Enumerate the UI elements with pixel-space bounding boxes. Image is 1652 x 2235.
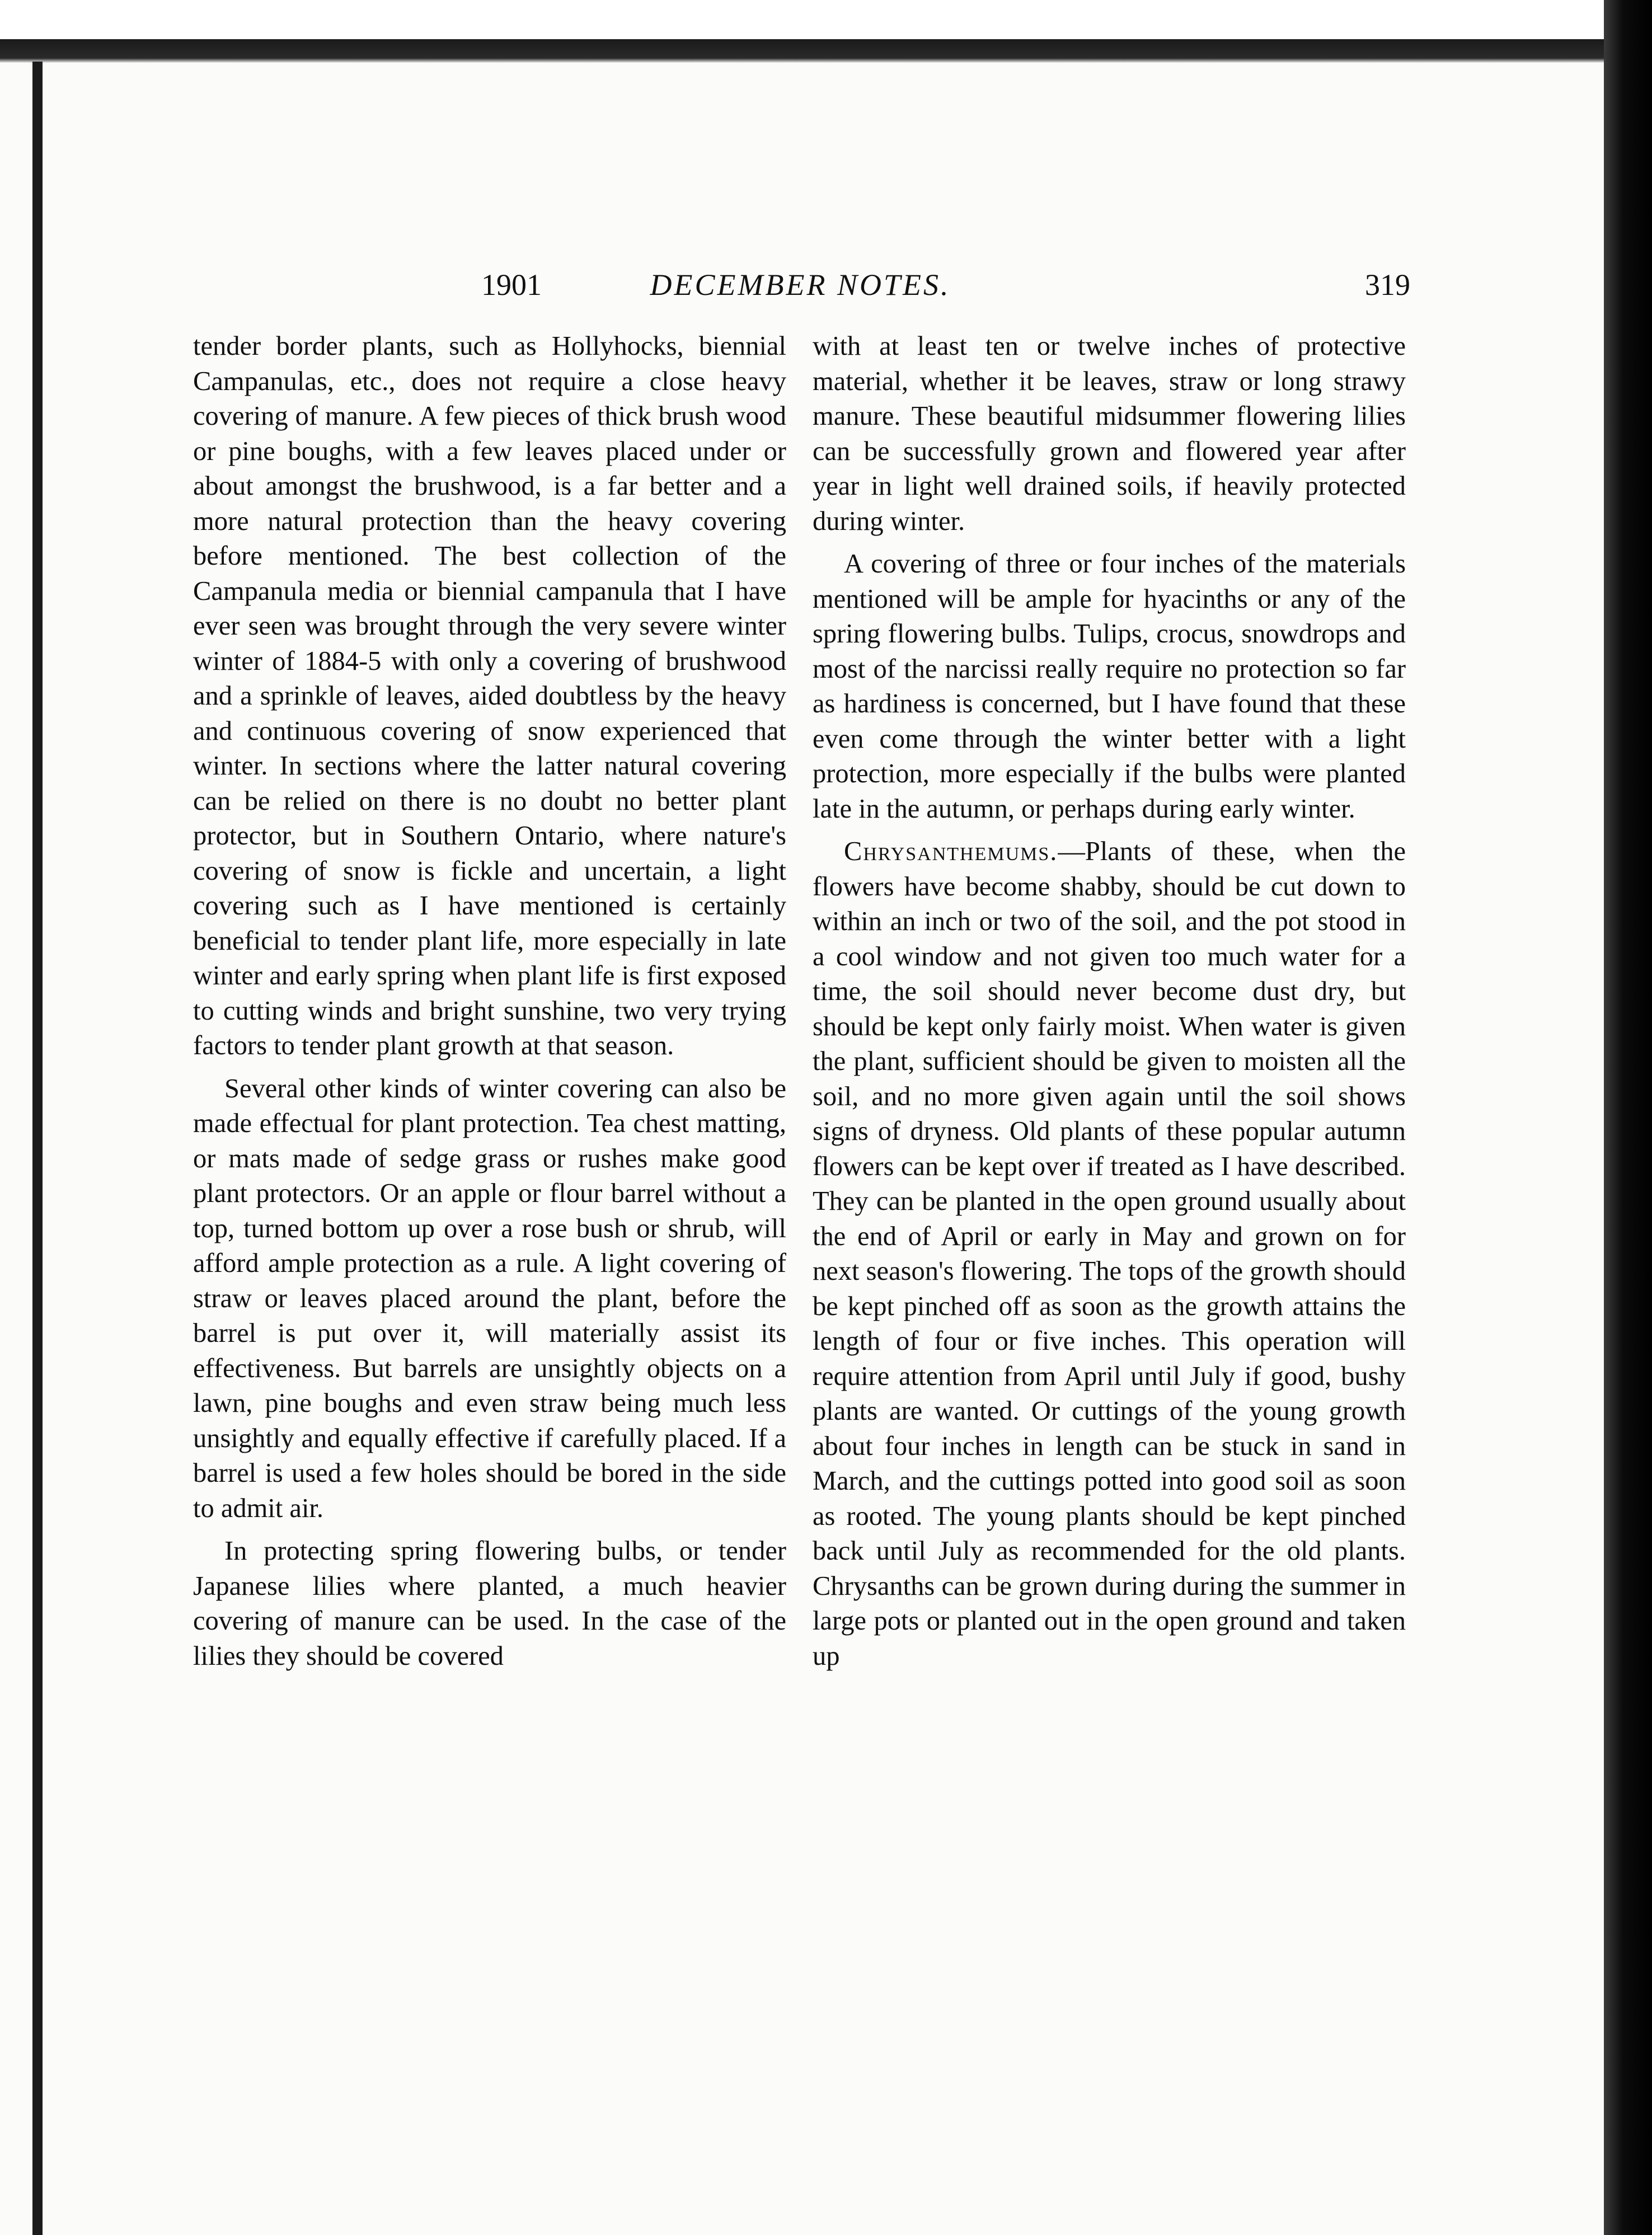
right-paragraph-1: with at least ten or twelve inches of protective material, whether it be leaves, straw or long strawy manure. These beautiful midsummer flowering lilies can be successfully grown and flowered year after year in light well drained soils, if heavily protected during winter.: [813, 331, 1406, 536]
scan-top-edge: [0, 0, 1652, 63]
left-paragraph-1: tender border plants, such as Hollyhocks, biennial Campanulas, etc., does not require a close heavy covering of manure. A few pieces of thick brush wood or pine boughs, with a few leaves placed under or about amongst the brushwood, is a far better and a more natural protection than the heavy covering before mentioned. The best collection of the Campanula media or biennial campanula that I have ever seen was brought through the very severe winter winter of 1884-5 with only a covering of brushwood and a sprinkle of leaves, aided doubtless by the heavy and continuous covering of snow experienced that winter. In sections where the latter natural covering can be relied on there is no doubt no better plant protector, but in Southern Ontario, where nature's covering of snow is fickle and uncertain, a light covering such as I have mentioned is certainly beneficial to tender plant life, more especially in late winter and early spring when plant life is first exposed to cutting winds and bright sunshine, two very trying factors to tender plant growth at that season.: [193, 331, 786, 1060]
chrysanthemums-body: —Plants of these, when the flowers have become shabby, should be cut down to within an inch or two of the soil, and the pot stood in a cool window and not given too much water for a time, the soil should never become dust dry, but should be kept only fairly moist. When water is given the plant, sufficient should be given to moisten all the soil, and no more given again until the soil shows signs of dryness. Old plants of these popular autumn flowers can be kept over if treated as I have described. They can be planted in the open ground usually about the end of April or early in May and grown on for next season's flowering. The tops of the growth should be kept pinched off as soon as the growth attains the length of four or five inches. This operation will require attention from April until July if good, bushy plants are wanted. Or cuttings of the young growth about four inches in length can be stuck in sand in March, and the cuttings potted into good soil as soon as rooted. The young plants should be kept pinched back until July as recommended for the old plants. Chrysanths can be grown during during the summer in large pots or planted out in the open ground and taken up: [813, 837, 1406, 1671]
header-year: 1901: [481, 268, 542, 302]
scan-right-edge: [1604, 0, 1652, 2235]
running-header: [190, 267, 1410, 312]
scan-left-edge: [32, 62, 43, 2235]
right-paragraph-2: A covering of three or four inches of the materials mentioned will be ample for hyacinths or any of the spring flowering bulbs. Tulips, crocus, snowdrops and most of the narcissi really require no protection so far as hardiness is concerned, but I have found that these even come through the winter better with a light protection, more especially if the bulbs were planted late in the autumn, or perhaps during early winter.: [813, 549, 1406, 824]
left-column: [193, 329, 786, 1682]
header-title: DECEMBER NOTES.: [650, 268, 951, 302]
page-number: 319: [1365, 268, 1410, 302]
left-paragraph-2: Several other kinds of winter covering can also be made effectual for plant protection. Tea chest matting, or mats made of sedge grass or rushes make good plant protectors. Or an apple or flour barrel without a top, turned bottom up over a rose bush or shrub, will afford ample protection as a rule. A light covering of straw or leaves placed around the plant, before the barrel is put over it, will materially assist its effectiveness. But barrels are unsightly objects on a lawn, pine boughs and even straw being much less unsightly and equally effective if carefully placed. If a barrel is used a few holes should be bored in the side to admit air.: [193, 1073, 786, 1523]
right-column: [813, 329, 1406, 1682]
right-paragraph-3: [813, 834, 1406, 1674]
left-paragraph-3: In protecting spring flowering bulbs, or tender Japanese lilies where planted, a much heavier covering of manure can be used. In the case of the lilies they should be covered: [193, 1536, 786, 1671]
section-heading-chrysanthemums: Chrysanthemums.: [844, 837, 1058, 866]
